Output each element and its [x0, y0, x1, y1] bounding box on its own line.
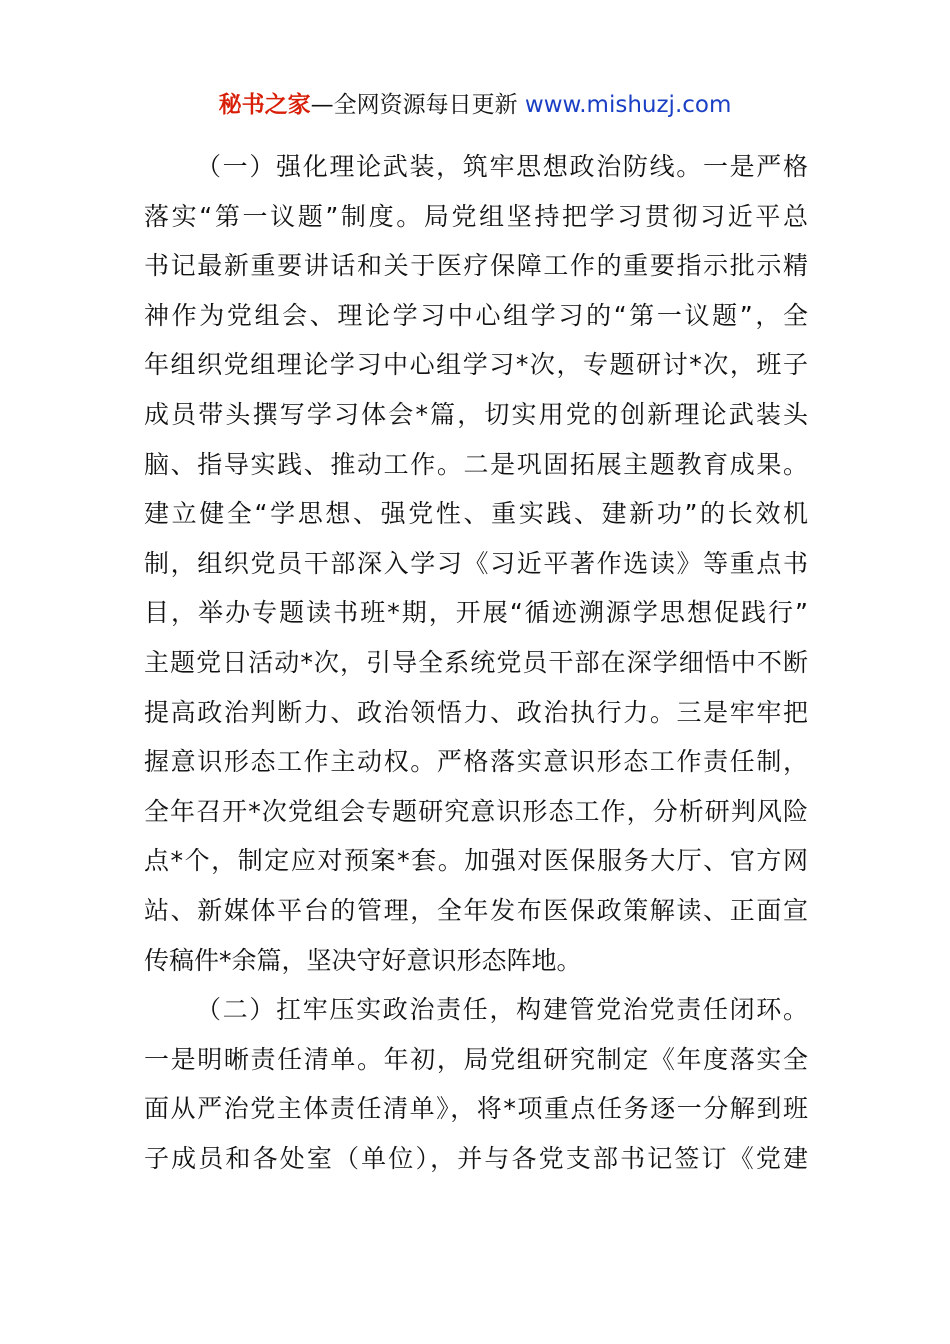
document-body	[144, 142, 808, 1183]
website-url[interactable]: www.mishuzj.com	[524, 92, 732, 118]
paragraph-2-line-2: 一是明晰责任清单。年初，局党组研究制定《年度落实全	[144, 1044, 808, 1074]
paragraph-1-line-9: 制，组织党员干部深入学习《习近平著作选读》等重点书	[144, 548, 808, 578]
paragraph-1-line-15: 点*个，制定应对预案*套。加强对医保服务大厅、官方网	[144, 846, 808, 876]
brand-name: 秘书之家	[218, 92, 311, 118]
paragraph-1-line-14: 全年召开*次党组会专题研究意识形态工作，分析研判风险	[144, 796, 808, 826]
paragraph-1-line-11: 主题党日活动*次，引导全系统党员干部在深学细悟中不断	[144, 647, 808, 677]
paragraph-1-line-16: 站、新媒体平台的管理，全年发布医保政策解读、正面宣	[144, 895, 808, 925]
paragraph-1-line-13: 握意识形态工作主动权。严格落实意识形态工作责任制，	[144, 747, 808, 777]
paragraph-1-line-5: 年组织党组理论学习中心组学习*次，专题研讨*次，班子	[144, 350, 808, 380]
paragraph-1-line-1: （一）强化理论武装，筑牢思想政治防线。一是严格	[196, 152, 808, 181]
paragraph-1-line-12: 提高政治判断力、政治领悟力、政治执行力。三是牢牢把	[144, 697, 808, 727]
paragraph-1-line-10: 目，举办专题读书班*期，开展“循迹溯源学思想促践行”	[144, 598, 808, 628]
paragraph-1-line-4: 神作为党组会、理论学习中心组学习的“第一议题”，全	[144, 300, 808, 330]
paragraph-1-line-2: 落实“第一议题”制度。局党组坚持把学习贯彻习近平总	[144, 201, 808, 231]
page-header	[0, 88, 950, 122]
paragraph-2-line-3: 面从严治党主体责任清单》，将*项重点任务逐一分解到班	[144, 1094, 808, 1124]
paragraph-2-line-4: 子成员和各处室（单位），并与各党支部书记签订《党建	[144, 1143, 808, 1173]
paragraph-1-line-17: 传稿件*余篇，坚决守好意识形态阵地。	[144, 945, 582, 975]
paragraph-1-line-8: 建立健全“学思想、强党性、重实践、建新功”的长效机	[144, 499, 808, 529]
paragraph-2-line-1: （二）扛牢压实政治责任，构建管党治党责任闭环。	[196, 995, 808, 1025]
paragraph-1-line-7: 脑、指导实践、推动工作。二是巩固拓展主题教育成果。	[144, 449, 808, 479]
paragraph-1-line-6: 成员带头撰写学习体会*篇，切实用党的创新理论武装头	[144, 399, 808, 429]
header-tagline: —全网资源每日更新	[310, 92, 525, 118]
paragraph-1-line-3: 书记最新重要讲话和关于医疗保障工作的重要指示批示精	[144, 251, 808, 281]
